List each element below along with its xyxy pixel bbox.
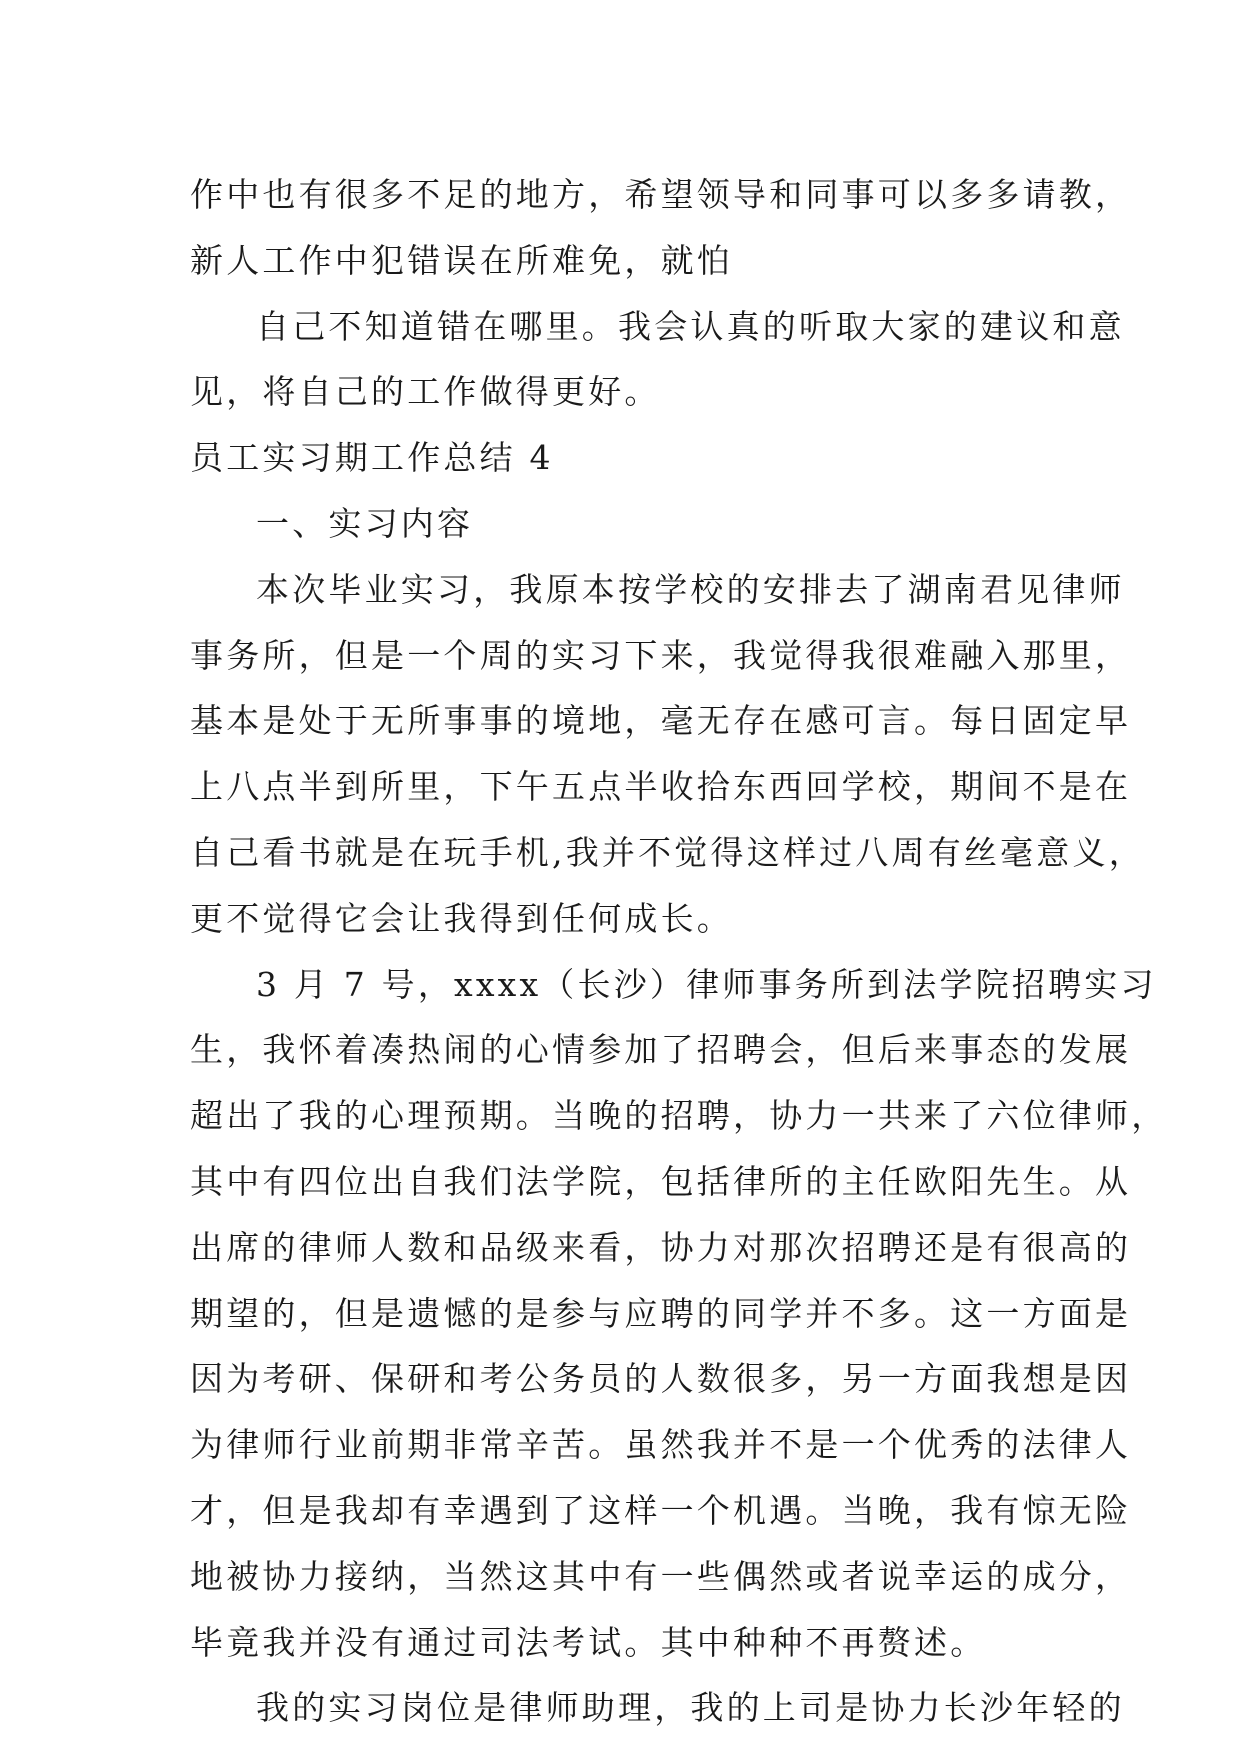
text-line: 更不觉得它会让我得到任何成长。 bbox=[190, 898, 733, 938]
text-line: 出席的律师人数和品级来看，协力对那次招聘还是有很高的 bbox=[190, 1227, 1132, 1267]
subsection-heading: 一、实习内容 bbox=[256, 503, 474, 543]
text-line: 其中有四位出自我们法学院，包括律所的主任欧阳先生。从 bbox=[190, 1161, 1132, 1201]
text-line: 作中也有很多不足的地方，希望领导和同事可以多多请教， bbox=[190, 175, 1132, 214]
text-line: 生，我怀着凑热闹的心情参加了招聘会，但后来事态的发展 bbox=[190, 1030, 1132, 1070]
text-line: 我的实习岗位是律师助理，我的上司是协力长沙年轻的 bbox=[256, 1688, 1125, 1728]
text-line: 毕竟我并没有通过司法考试。其中种种不再赘述。 bbox=[190, 1622, 987, 1662]
text-line: 才，但是我却有幸遇到了这样一个机遇。当晚，我有惊无险 bbox=[190, 1490, 1132, 1530]
text-line: 事务所，但是一个周的实习下来，我觉得我很难融入那里， bbox=[190, 635, 1132, 675]
document-body bbox=[190, 162, 1168, 1741]
text-line: 因为考研、保研和考公务员的人数很多，另一方面我想是因 bbox=[190, 1359, 1132, 1399]
text-line: 本次毕业实习，我原本按学校的安排去了湖南君见律师 bbox=[256, 569, 1125, 609]
text-line: 自己不知道错在哪里。我会认真的听取大家的建议和意 bbox=[256, 306, 1125, 346]
text-line: 3 月 7 号，xxxx（长沙）律师事务所到法学院招聘实习 bbox=[256, 964, 1157, 1004]
text-line: 新人工作中犯错误在所难免，就怕 bbox=[190, 240, 733, 280]
text-line: 基本是处于无所事事的境地，毫无存在感可言。每日固定早 bbox=[190, 701, 1132, 741]
text-line: 上八点半到所里，下午五点半收拾东西回学校，期间不是在 bbox=[190, 767, 1132, 807]
text-line: 见，将自己的工作做得更好。 bbox=[190, 372, 661, 412]
text-line: 为律师行业前期非常辛苦。虽然我并不是一个优秀的法律人 bbox=[190, 1425, 1132, 1465]
text-line: 自己看书就是在玩手机,我并不觉得这样过八周有丝毫意义， bbox=[190, 832, 1145, 872]
section-heading: 员工实习期工作总结 4 bbox=[190, 438, 554, 478]
text-line: 期望的，但是遗憾的是参与应聘的同学并不多。这一方面是 bbox=[190, 1293, 1132, 1333]
text-line: 地被协力接纳，当然这其中有一些偶然或者说幸运的成分， bbox=[190, 1556, 1132, 1596]
text-line: 超出了我的心理预期。当晚的招聘，协力一共来了六位律师， bbox=[190, 1096, 1168, 1136]
